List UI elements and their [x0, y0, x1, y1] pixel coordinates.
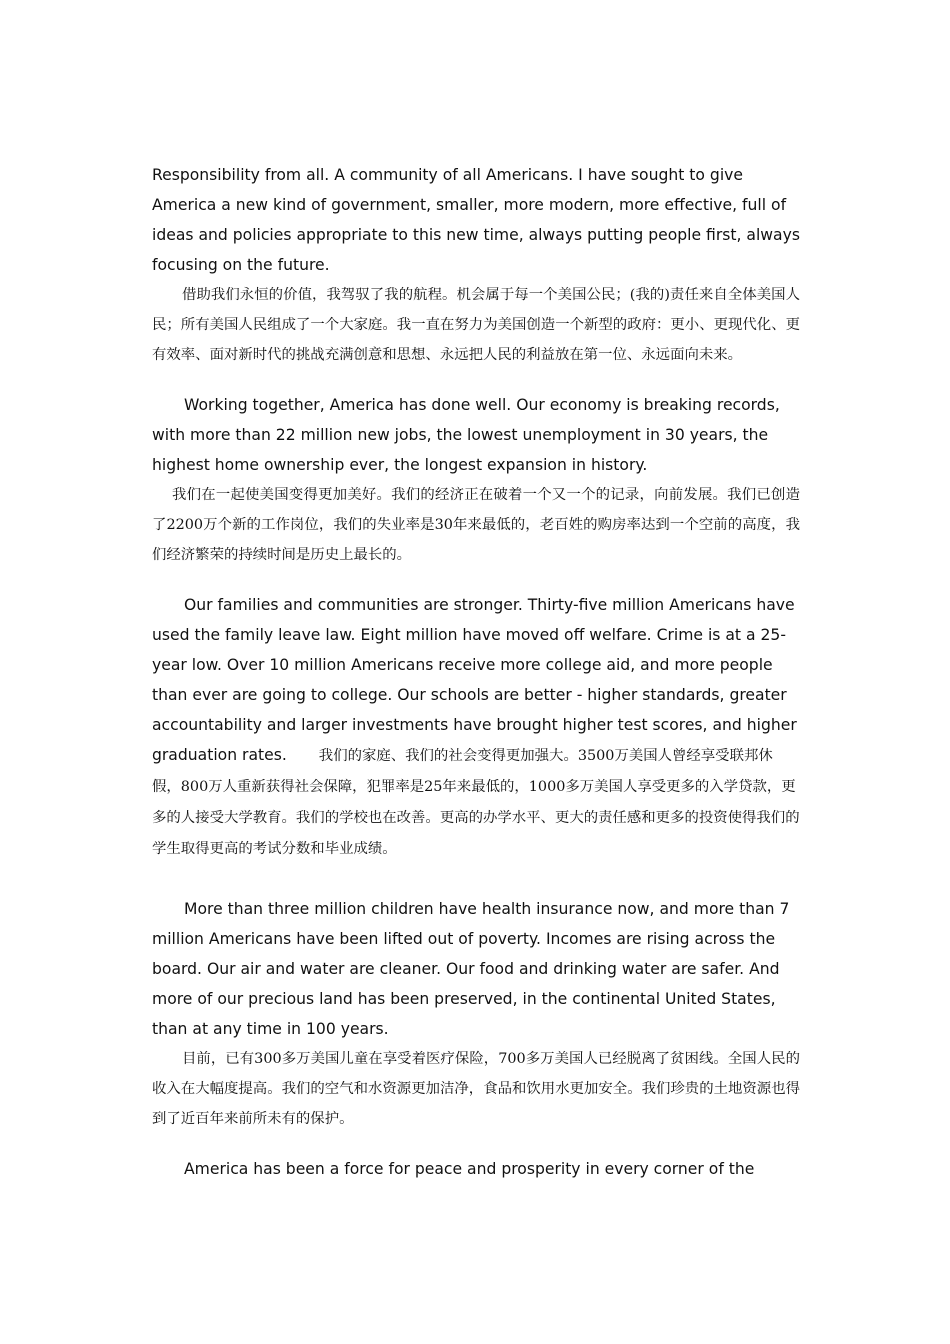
- paragraph-gap: [152, 570, 800, 590]
- paragraph-chinese-3: 我们的家庭、我们的社会变得更加强大。3500万美国人曾经享受联邦休假，800万人重新获得社会保障，犯罪率是25年来最低的，1000多万美国人享受更多的入学贷款，更多的人接受大学教育。我们的学校也在改善。更高的办学水平、更大的责任感和更多的投资使得我们的学生取得更高的考试分数和毕业成绩。: [152, 748, 800, 857]
- paragraph-english-3-text: Our families and communities are stronger. Thirty-five million Americans have used the family leave law. Eight million have moved off welfare. Crime is at a 25-year low. Over 10 million Americans receive more college aid, and more people than ever are going to college. Our schools are better - higher standards, greater accountability and larger investments have brought higher test scores, and higher graduation rates.: [152, 596, 797, 764]
- document-body: [152, 160, 800, 1184]
- paragraph-chinese-1: 借助我们永恒的价值，我驾驭了我的航程。机会属于每一个美国公民；(我的)责任来自全体美国人民；所有美国人民组成了一个大家庭。我一直在努力为美国创造一个新型的政府：更小、更现代化、更有效率、面对新时代的挑战充满创意和思想、永远把人民的利益放在第一位、永远面向未来。: [152, 287, 800, 363]
- paragraph-english-3: [152, 590, 800, 864]
- paragraph-chinese-4: 目前，已有300多万美国儿童在享受着医疗保险，700多万美国人已经脱离了贫困线。全国人民的收入在大幅度提高。我们的空气和水资源更加洁净，食品和饮用水更加安全。我们珍贵的土地资源也得到了近百年来前所未有的保护。: [152, 1051, 800, 1127]
- paragraph-english-2: Working together, America has done well. Our economy is breaking records, with more than 22 million new jobs, the lowest unemployment in 30 years, the highest home ownership ever, the longest expansion in history.: [152, 396, 780, 474]
- paragraph-english-4: More than three million children have health insurance now, and more than 7 million Americans have been lifted out of poverty. Incomes are rising across the board. Our air and water are cleaner. Our food and drinking water are safer. And more of our precious land has been preserved, in the continental United States, than at any time in 100 years.: [152, 900, 790, 1038]
- paragraph-english-5: America has been a force for peace and prosperity in every corner of the: [184, 1160, 755, 1178]
- paragraph-english-1: Responsibility from all. A community of all Americans. I have sought to give America a new kind of government, smaller, more modern, more effective, full of ideas and policies appropriate to this new time, always putting people first, always focusing on the future.: [152, 166, 800, 274]
- paragraph-gap: [152, 1134, 800, 1154]
- paragraph-gap: [152, 370, 800, 390]
- paragraph-gap: [152, 864, 800, 894]
- paragraph-chinese-2: 我们在一起使美国变得更加美好。我们的经济正在破着一个又一个的记录，向前发展。我们已创造了2200万个新的工作岗位，我们的失业率是30年来最低的，老百姓的购房率达到一个空前的高度，我们经济繁荣的持续时间是历史上最长的。: [152, 487, 800, 563]
